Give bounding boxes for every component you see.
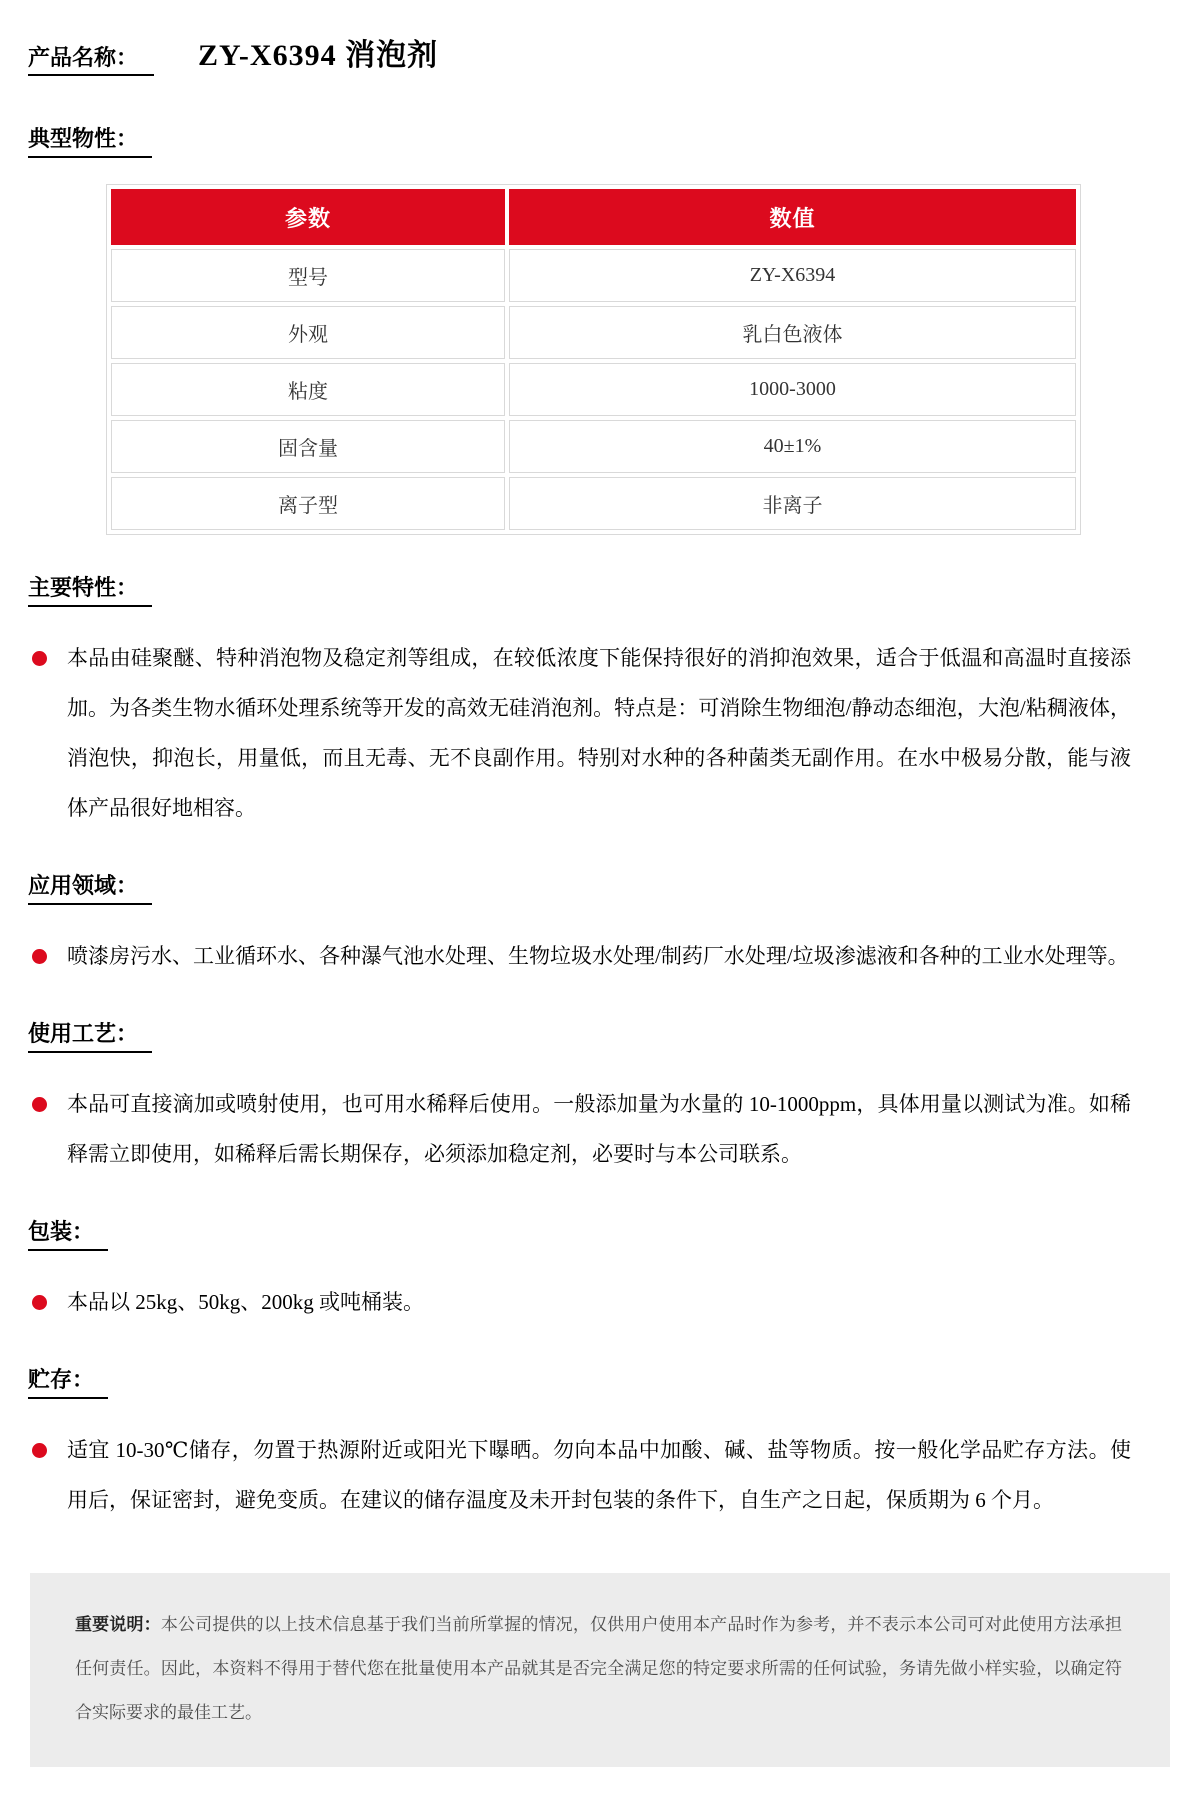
typical-properties-heading: 典型物性：: [28, 122, 152, 158]
product-name-line: [28, 30, 1170, 76]
table-row: [111, 420, 1076, 473]
list-item: [32, 1277, 1170, 1327]
product-title: ZY-X6394 消泡剂: [198, 39, 439, 72]
important-notice: [30, 1573, 1170, 1767]
list-item: [32, 633, 1170, 833]
table-row: [111, 306, 1076, 359]
param-cell: 离子型: [111, 477, 505, 530]
param-cell: 外观: [111, 306, 505, 359]
list-item: [32, 931, 1170, 981]
properties-table: [106, 184, 1081, 535]
section-main-features: [28, 571, 1170, 607]
notice-label: 重要说明：: [75, 1615, 161, 1634]
bullet-icon: [32, 1443, 47, 1458]
product-name-label: 产品名称：: [28, 41, 154, 76]
value-cell: ZY-X6394: [509, 249, 1076, 302]
bullet-icon: [32, 949, 47, 964]
section-packaging: [28, 1215, 1170, 1251]
table-row: [111, 363, 1076, 416]
packaging-heading: 包装：: [28, 1215, 108, 1251]
bullet-icon: [32, 651, 47, 666]
storage-text: 适宜 10-30℃储存，勿置于热源附近或阳光下曝晒。勿向本品中加酸、碱、盐等物质。按一般化学品贮存方法。使用后，保证密封，避免变质。在建议的储存温度及未开封包装的条件下，自生产之日起，保质期为 6 个月。: [67, 1438, 1131, 1512]
list-item: [32, 1079, 1170, 1179]
table-header-row: [111, 189, 1076, 245]
section-typical-properties: [28, 122, 1170, 158]
application-text: 喷漆房污水、工业循环水、各种瀑气池水处理、生物垃圾水处理/制药厂水处理/垃圾渗滤液和各种的工业水处理等。: [67, 944, 1129, 968]
value-cell: 40±1%: [509, 420, 1076, 473]
application-fields-heading: 应用领域：: [28, 869, 152, 905]
param-cell: 固含量: [111, 420, 505, 473]
feature-text: 本品由硅聚醚、特种消泡物及稳定剂等组成，在较低浓度下能保持很好的消抑泡效果，适合于低温和高温时直接添加。为各类生物水循环处理系统等开发的高效无硅消泡剂。特点是：可消除生物细泡/静动态细泡，大泡/粘稠液体，消泡快，抑泡长，用量低，而且无毒、无不良副作用。特别对水种的各种菌类无副作用。在水中极易分散，能与液体产品很好地相容。: [67, 646, 1131, 820]
usage-process-heading: 使用工艺：: [28, 1017, 152, 1053]
usage-text: 本品可直接滴加或喷射使用，也可用水稀释后使用。一般添加量为水量的 10-1000ppm，具体用量以测试为准。如稀释需立即使用，如稀释后需长期保存，必须添加稳定剂，必要时与本公司联系。: [67, 1092, 1131, 1166]
notice-text: 本公司提供的以上技术信息基于我们当前所掌握的情况，仅供用户使用本产品时作为参考，并不表示本公司可对此使用方法承担任何责任。因此，本资料不得用于替代您在批量使用本产品就其是否完全满足您的特定要求所需的任何试验，务请先做小样实验，以确定符合实际要求的最佳工艺。: [75, 1615, 1123, 1722]
main-features-heading: 主要特性：: [28, 571, 152, 607]
section-storage: [28, 1363, 1170, 1399]
bullet-icon: [32, 1097, 47, 1112]
section-application-fields: [28, 869, 1170, 905]
value-cell: 乳白色液体: [509, 306, 1076, 359]
storage-heading: 贮存：: [28, 1363, 108, 1399]
table-header-param: 参数: [111, 189, 505, 245]
value-cell: 非离子: [509, 477, 1076, 530]
list-item: [32, 1425, 1170, 1525]
table-header-value: 数值: [509, 189, 1076, 245]
properties-table-body: [111, 249, 1076, 530]
packaging-text: 本品以 25kg、50kg、200kg 或吨桶装。: [67, 1290, 424, 1314]
bullet-icon: [32, 1295, 47, 1310]
table-row: [111, 477, 1076, 530]
param-cell: 粘度: [111, 363, 505, 416]
table-row: [111, 249, 1076, 302]
properties-table-head: [111, 189, 1076, 245]
section-usage-process: [28, 1017, 1170, 1053]
param-cell: 型号: [111, 249, 505, 302]
value-cell: 1000-3000: [509, 363, 1076, 416]
